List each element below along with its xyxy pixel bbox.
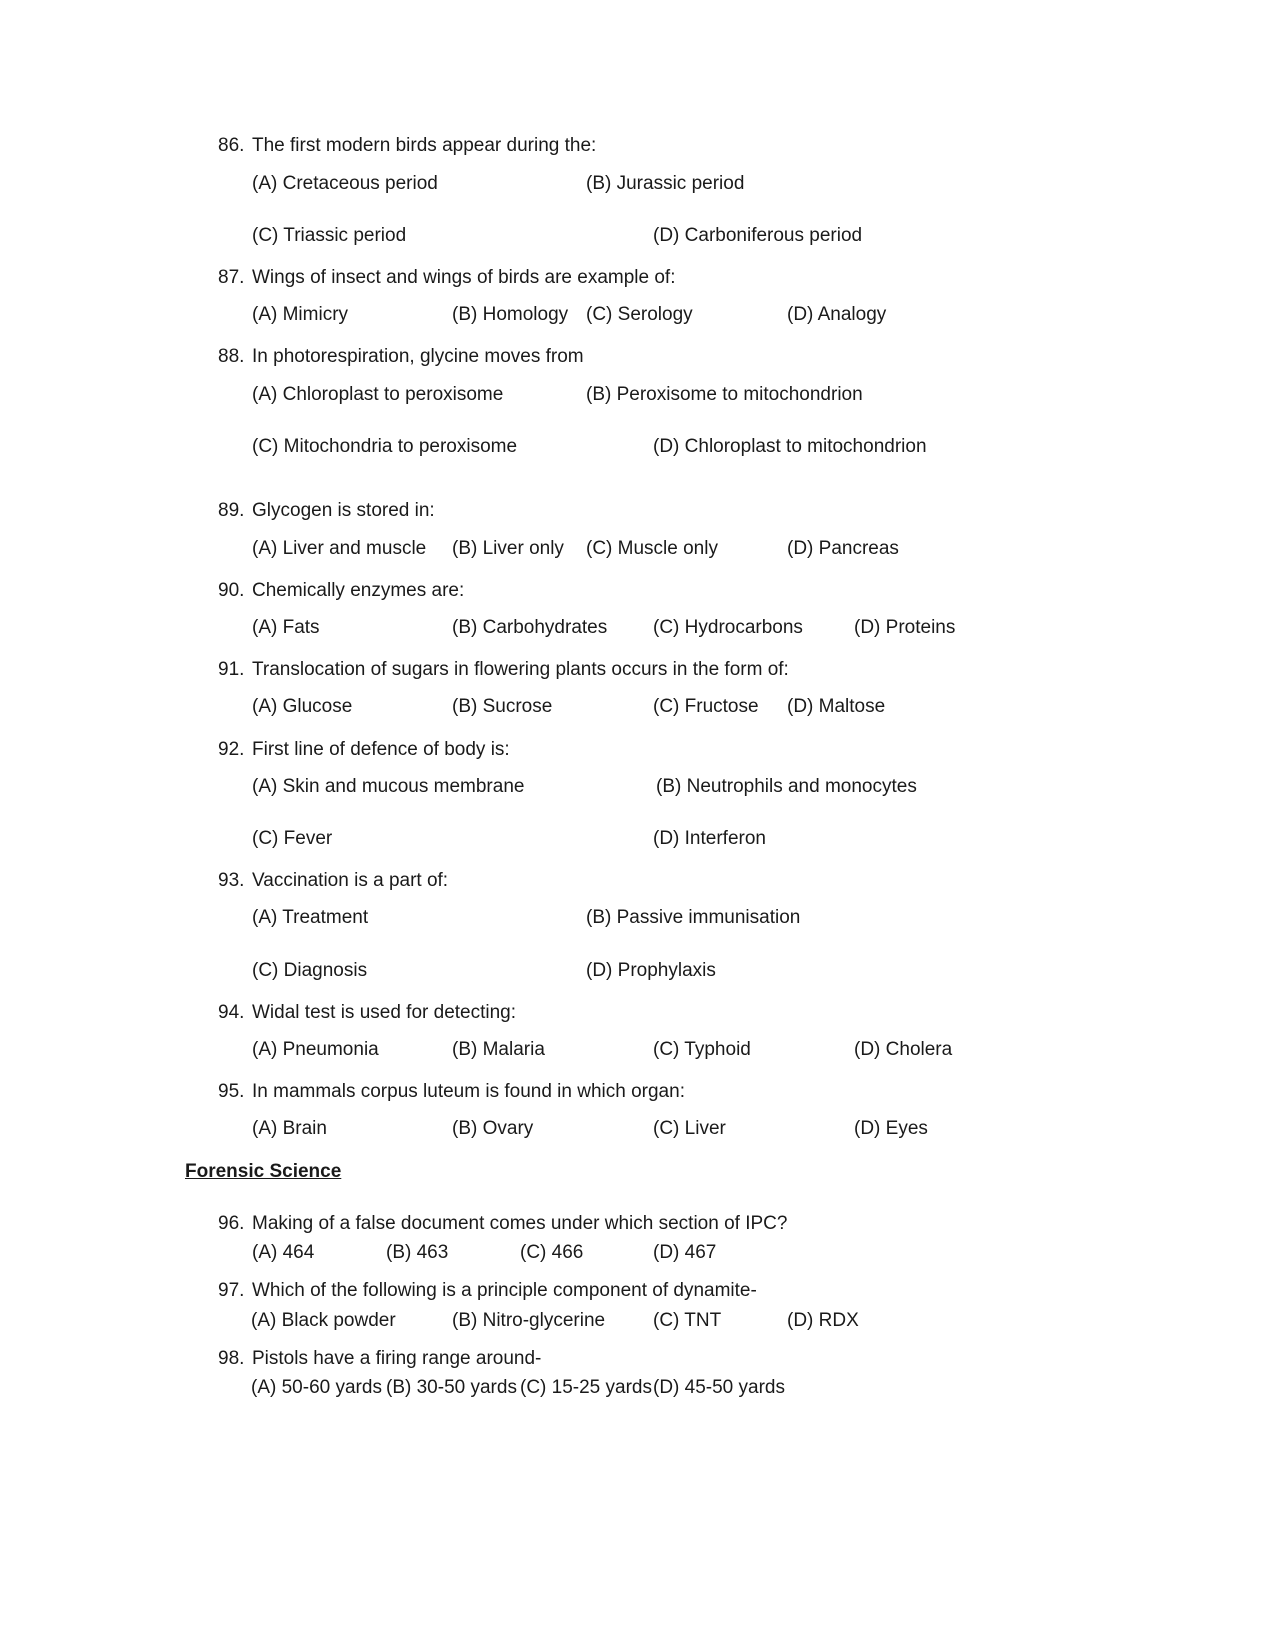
question-number: 90. [218, 580, 245, 601]
question-text: First line of defence of body is: [252, 739, 510, 760]
question-text: Translocation of sugars in flowering plants occurs in the form of: [252, 659, 789, 680]
question-number: 97. [218, 1280, 245, 1301]
question-text: Making of a false document comes under which section of IPC? [252, 1213, 788, 1234]
option-d: (D) RDX [787, 1310, 859, 1331]
option-b: (B) Neutrophils and monocytes [656, 776, 917, 797]
option-d: (D) Analogy [787, 304, 887, 325]
question-text: Glycogen is stored in: [252, 500, 435, 521]
question-text: Vaccination is a part of: [252, 870, 449, 891]
section-heading: Forensic Science [185, 1161, 342, 1182]
question-text: In mammals corpus luteum is found in which organ: [252, 1081, 685, 1102]
option-d: (D) Carboniferous period [653, 225, 863, 246]
option-a: (A) Liver and muscle [252, 538, 427, 559]
question-number: 89. [218, 500, 245, 521]
option-d: (D) Cholera [854, 1039, 953, 1060]
question-text: Widal test is used for detecting: [252, 1002, 517, 1023]
option-d: (D) Proteins [854, 617, 956, 638]
question-text: In photorespiration, glycine moves from [252, 346, 584, 367]
option-a: (A) Chloroplast to peroxisome [252, 384, 504, 405]
option-d: (D) Prophylaxis [586, 960, 716, 981]
question-text: Wings of insect and wings of birds are example of: [252, 267, 676, 288]
question-number: 94. [218, 1002, 245, 1023]
option-b: (B) Carbohydrates [452, 617, 608, 638]
option-a: (A) 464 [252, 1242, 315, 1263]
option-c: (C) Serology [586, 304, 693, 325]
option-a: (A) Pneumonia [252, 1039, 379, 1060]
option-a: (A) Treatment [252, 907, 369, 928]
option-a: (A) Black powder [251, 1310, 396, 1331]
option-a: (A) Mimicry [252, 304, 349, 325]
option-d: (D) Interferon [653, 828, 766, 849]
option-b: (B) 30-50 yards [386, 1377, 517, 1398]
question-number: 87. [218, 267, 245, 288]
option-c: (C) Typhoid [653, 1039, 751, 1060]
option-c: (C) 466 [520, 1242, 584, 1263]
option-d: (D) 45-50 yards [653, 1377, 785, 1398]
option-b: (B) Jurassic period [586, 173, 745, 194]
question-text: Which of the following is a principle component of dynamite- [252, 1280, 757, 1301]
question-number: 86. [218, 135, 245, 156]
option-a: (A) Cretaceous period [252, 173, 438, 194]
option-c: (C) Muscle only [586, 538, 718, 559]
option-b: (B) Liver only [452, 538, 564, 559]
question-number: 96. [218, 1213, 245, 1234]
option-a: (A) Brain [252, 1118, 327, 1139]
question-text: The first modern birds appear during the: [252, 135, 597, 156]
question-text: Pistols have a firing range around- [252, 1348, 542, 1369]
option-c: (C) Mitochondria to peroxisome [252, 436, 518, 457]
option-c: (C) TNT [653, 1310, 722, 1331]
question-number: 93. [218, 870, 245, 891]
option-a: (A) Glucose [252, 696, 353, 717]
option-b: (B) Ovary [452, 1118, 534, 1139]
option-c: (C) Fructose [653, 696, 759, 717]
question-number: 88. [218, 346, 245, 367]
question-text: Chemically enzymes are: [252, 580, 465, 601]
option-d: (D) 467 [653, 1242, 717, 1263]
option-c: (C) Triassic period [252, 225, 407, 246]
option-a: (A) Skin and mucous membrane [252, 776, 525, 797]
question-number: 91. [218, 659, 245, 680]
option-c: (C) Liver [653, 1118, 726, 1139]
option-d: (D) Chloroplast to mitochondrion [653, 436, 927, 457]
option-b: (B) Nitro-glycerine [452, 1310, 606, 1331]
option-d: (D) Pancreas [787, 538, 899, 559]
option-b: (B) Passive immunisation [586, 907, 801, 928]
option-b: (B) Homology [452, 304, 569, 325]
question-number: 95. [218, 1081, 245, 1102]
option-d: (D) Maltose [787, 696, 886, 717]
question-number: 92. [218, 739, 245, 760]
option-b: (B) Sucrose [452, 696, 553, 717]
option-c: (C) Fever [252, 828, 333, 849]
option-b: (B) 463 [386, 1242, 449, 1263]
option-c: (C) 15-25 yards [520, 1377, 652, 1398]
question-number: 98. [218, 1348, 245, 1369]
option-a: (A) Fats [252, 617, 320, 638]
option-b: (B) Malaria [452, 1039, 545, 1060]
option-d: (D) Eyes [854, 1118, 928, 1139]
option-b: (B) Peroxisome to mitochondrion [586, 384, 863, 405]
option-c: (C) Diagnosis [252, 960, 368, 981]
option-a: (A) 50-60 yards [251, 1377, 382, 1398]
option-c: (C) Hydrocarbons [653, 617, 803, 638]
